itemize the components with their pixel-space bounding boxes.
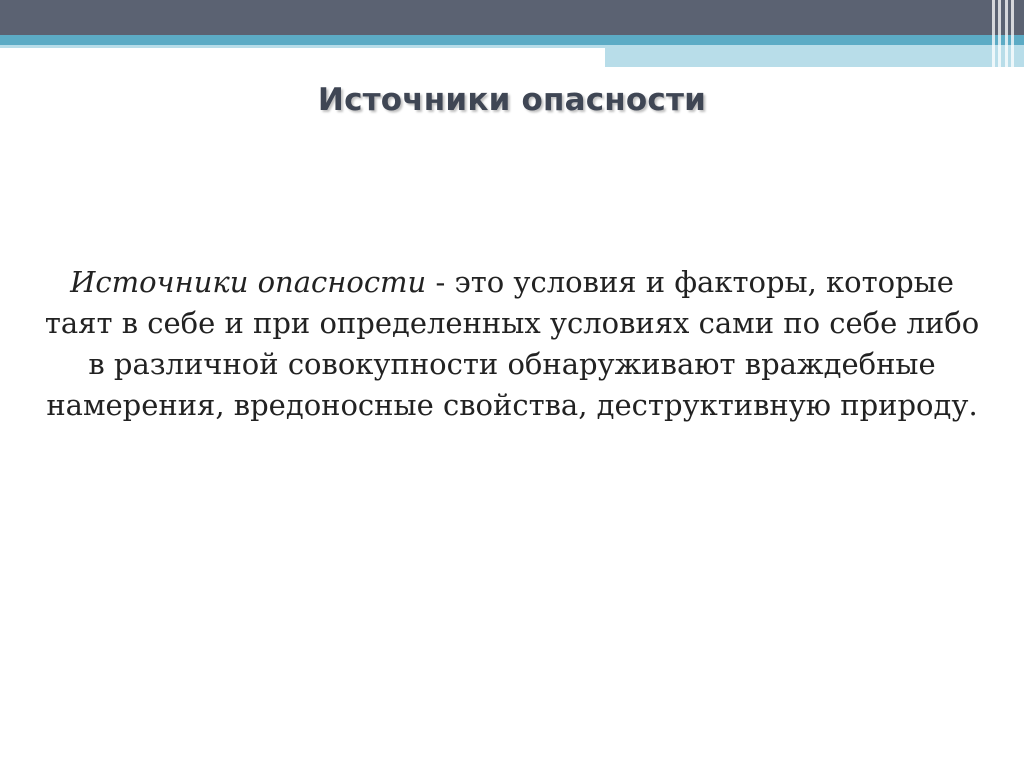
stripe	[992, 0, 995, 70]
definition-term: Источники опасности	[70, 265, 427, 299]
definition-paragraph	[40, 262, 984, 426]
header-band-light	[605, 45, 1024, 67]
header-band-light-edge	[0, 45, 605, 48]
stripe	[998, 0, 1001, 70]
stripe	[1011, 0, 1014, 70]
definition-text: - это условия и факторы, которые таят в себе и при определенных условиях сами по себе либо в различной совокупности обнаруживают враждебные намерения, вредоносные свойства, деструктивную природу.	[44, 265, 980, 422]
slide-title: Источники опасности	[317, 82, 707, 118]
stripe	[1005, 0, 1008, 70]
header-band-teal	[0, 35, 1024, 45]
header-decorative-stripes	[992, 0, 1014, 70]
header-band-dark	[0, 0, 1024, 35]
